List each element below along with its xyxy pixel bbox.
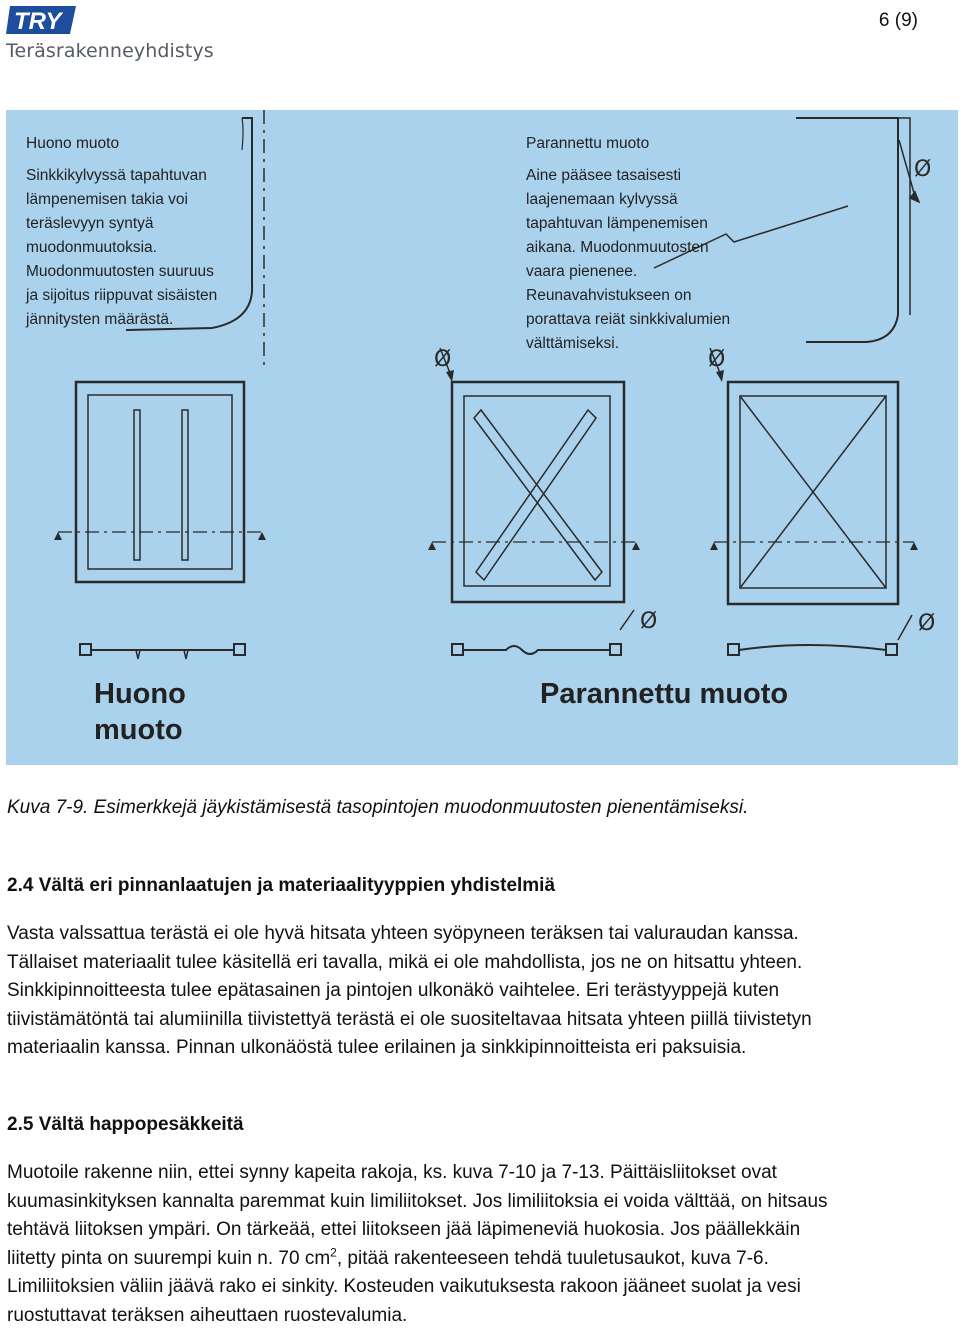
left-line: ja sijoitus riippuvat sisäisten [26,287,218,304]
big-label-bad-2: muoto [94,714,183,746]
figure-caption: Kuva 7-9. Esimerkkejä jäykistämisestä tasopintojen muodonmuutosten pienentämiseksi. [7,797,749,818]
right-line: laajenemaan kylvyssä [526,191,678,208]
left-panel [54,382,266,659]
paragraph-line-with-superscript [7,1245,917,1274]
right-line: Aine pääsee tasaisesti [526,167,682,184]
paragraph-line: Vasta valssattua terästä ei ole hyvä hitsata yhteen syöpyneen teräksen tai valuraudan kanssa. [7,923,799,944]
left-line: teräslevyyn syntyä [26,215,154,232]
hole-symbol: Ø [434,347,452,372]
right-line: aikana. Muodonmuutosten [526,239,709,256]
paragraph-line: tehtävä liitoksen ympäri. On tärkeää, ettei liitokseen jää läpimeneviä huokosia. Jos päällekkäin [7,1219,801,1241]
diagonal-stiffener [476,410,596,580]
line-part: liitetty pinta on suurempi kuin n. 70 cm [7,1247,331,1269]
logo-mark [6,4,76,36]
left-line: lämpenemisen takia voi [26,191,188,208]
right-panel [710,348,918,655]
hole-symbol: Ø [640,609,658,634]
right-line: porattava reiät sinkkivalumien [526,311,731,328]
left-line: muodonmuutoksia. [26,239,157,256]
right-title: Parannettu muoto [526,135,650,152]
page-number: 6 (9) [878,10,918,31]
paragraph-line: Muotoile rakenne niin, ettei synny kapeita rakoja, ks. kuva 7-10 ja 7-13. Päittäisliitokset ovat [7,1162,777,1183]
paragraph-line: Sinkkipinnoitteesta tulee epätasainen ja pintojen ulkonäkö vaihtelee. Eri terästyyppejä kuten [7,980,780,1002]
paragraph-line: kuumasinkityksen kannalta paremmat kuin limiliitokset. Jos limiliitoksia ei voida välttää, on hitsaus [7,1190,828,1212]
paragraph-2-4 [7,920,917,1063]
left-title: Huono muoto [26,135,120,152]
right-line: välttämiseksi. [526,335,620,352]
right-tank-profile [796,118,898,342]
big-label-bad-1: Huono [94,678,186,710]
section-heading-2-5: 2.5 Vältä happopesäkkeitä [7,1114,244,1135]
stiffener-bar [182,410,188,560]
logo-word: TRY [14,8,62,35]
right-line: Reunavahvistukseen on [526,287,692,304]
left-line: Sinkkikylvyssä tapahtuvan [26,167,207,184]
big-label-good: Parannettu muoto [540,678,789,710]
paragraph-line: Limiliitoksien väliin jäävä rako ei sinkity. Kosteuden vaikutuksesta rakoon jääneet suolat ja vesi [7,1276,801,1298]
right-line: vaara pienenee. [526,263,638,280]
stiffener-bar [134,410,140,560]
left-line: jännitysten määrästä. [26,311,174,328]
right-line: tapahtuvan lämpenemisen [526,215,708,232]
logo-org-name: Teräsrakenneyhdistys [6,40,214,62]
hole-symbol: Ø [708,347,726,372]
left-line: Muodonmuutosten suuruus [26,263,214,280]
middle-panel [428,348,640,655]
diagonal-stiffener [474,410,602,580]
paragraph-2-5 [7,1159,917,1331]
figure-7-9 [6,110,958,765]
superscript: 2 [330,1245,337,1260]
hole-symbol: Ø [918,611,936,636]
paragraph-line: tiivistämätöntä tai alumiinilla tiivistettyä terästä ei ole suositeltavaa hitsata yhteen piillä tiivistetyn [7,1008,812,1030]
hole-symbol: Ø [914,157,932,182]
paragraph-line: materiaalin kanssa. Pinnan ulkonäöstä tulee erilainen ja sinkkipinnoitteista eri paksuisia. [7,1037,747,1059]
section-heading-2-4: 2.4 Vältä eri pinnanlaatujen ja materiaalityyppien yhdistelmiä [7,875,556,896]
paragraph-line: Tällaiset materiaalit tulee käsitellä eri tavalla, mikä ei ole mahdollista, jos ne on hitsattu yhteen. [7,951,803,973]
line-part: , pitää rakenteeseen tehdä tuuletusaukot, kuva 7-6. [336,1247,769,1269]
paragraph-line: ruostuttavat teräksen aiheuttaen ruostevalumia. [7,1304,408,1326]
